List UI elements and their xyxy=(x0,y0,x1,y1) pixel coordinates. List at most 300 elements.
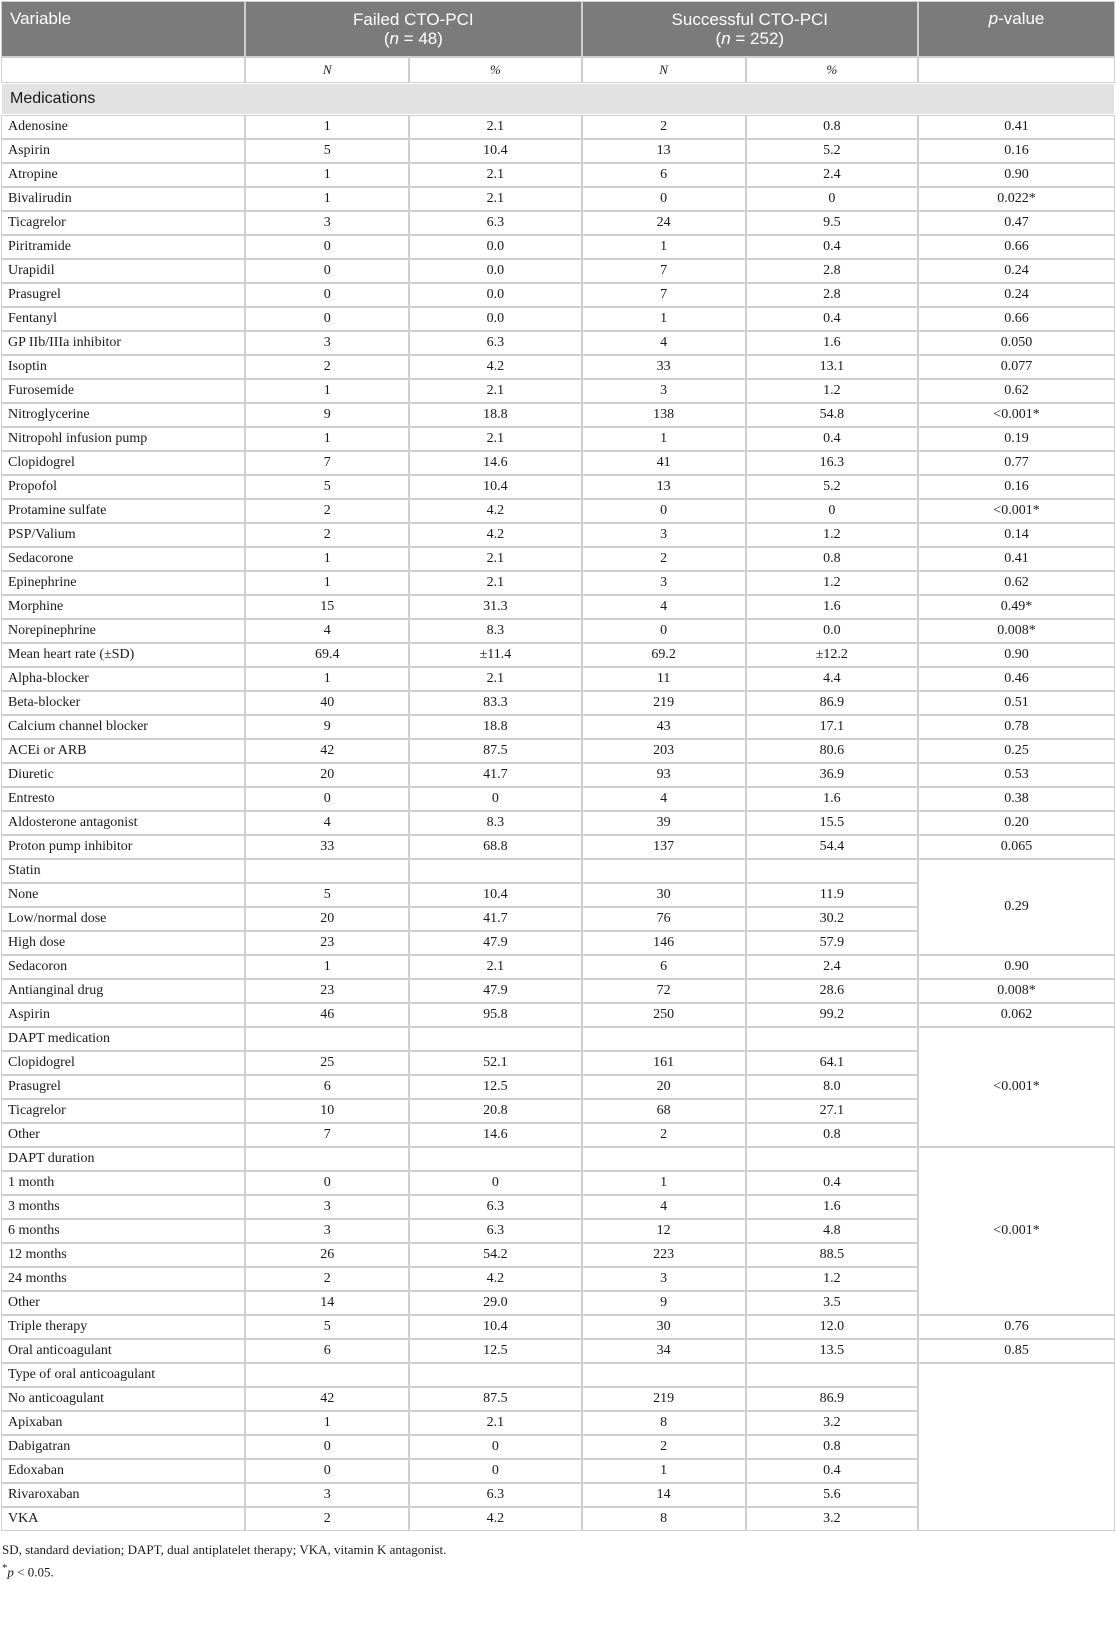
cell-success-pct: 11.9 xyxy=(747,884,917,906)
table-row xyxy=(2,692,1114,714)
cell-failed-n: 5 xyxy=(246,476,408,498)
cell-variable: Nitroglycerine xyxy=(2,404,244,426)
cell-failed-pct: 2.1 xyxy=(410,428,580,450)
cell-success-pct: 2.4 xyxy=(747,956,917,978)
cell-success-n: 7 xyxy=(583,260,745,282)
table-body xyxy=(2,58,1114,1530)
cell-success-n: 6 xyxy=(583,164,745,186)
cell-failed-n xyxy=(246,860,408,882)
cell-variable: No anticoagulant xyxy=(2,1388,244,1410)
cell-variable: Fentanyl xyxy=(2,308,244,330)
cell-failed-pct: 14.6 xyxy=(410,1124,580,1146)
cell-success-n: 8 xyxy=(583,1508,745,1530)
cell-failed-n: 14 xyxy=(246,1292,408,1314)
cell-success-pct: 0.8 xyxy=(747,548,917,570)
cell-success-pct: 5.2 xyxy=(747,476,917,498)
table-row xyxy=(2,428,1114,450)
cell-success-n: 223 xyxy=(583,1244,745,1266)
table-footnotes xyxy=(0,1532,1116,1581)
cell-success-n: 137 xyxy=(583,836,745,858)
cell-failed-pct: 0 xyxy=(410,788,580,810)
cell-failed-n xyxy=(246,1364,408,1386)
cell-p-value: 0.77 xyxy=(919,452,1114,474)
cell-success-pct: 3.5 xyxy=(747,1292,917,1314)
cell-variable: Rivaroxaban xyxy=(2,1484,244,1506)
cell-failed-n: 2 xyxy=(246,500,408,522)
table-row xyxy=(2,716,1114,738)
cell-variable: Aspirin xyxy=(2,1004,244,1026)
cell-success-pct: 0 xyxy=(747,500,917,522)
cell-failed-pct: 2.1 xyxy=(410,668,580,690)
cell-success-n: 2 xyxy=(583,548,745,570)
cell-success-n: 2 xyxy=(583,1436,745,1458)
cell-variable: Low/normal dose xyxy=(2,908,244,930)
table-row xyxy=(2,980,1114,1002)
cell-success-pct: 28.6 xyxy=(747,980,917,1002)
table-row xyxy=(2,644,1114,666)
cell-failed-n: 2 xyxy=(246,1508,408,1530)
cell-failed-n: 2 xyxy=(246,1268,408,1290)
cell-failed-pct: 12.5 xyxy=(410,1076,580,1098)
cell-failed-n: 1 xyxy=(246,668,408,690)
cell-success-pct: 1.2 xyxy=(747,524,917,546)
header-success-group xyxy=(583,2,917,56)
cell-success-pct: 1.6 xyxy=(747,788,917,810)
cell-p-value: 0.90 xyxy=(919,956,1114,978)
cell-variable: Aspirin xyxy=(2,140,244,162)
cell-failed-pct: 0.0 xyxy=(410,284,580,306)
cell-failed-pct: 2.1 xyxy=(410,572,580,594)
cell-failed-n: 33 xyxy=(246,836,408,858)
subheader-success-n: N xyxy=(583,58,745,82)
cell-success-n xyxy=(583,1028,745,1050)
cell-failed-n: 5 xyxy=(246,1316,408,1338)
table-row xyxy=(2,740,1114,762)
cell-p-value: <0.001* xyxy=(919,1028,1114,1146)
cell-success-pct: 1.2 xyxy=(747,572,917,594)
header-success-name: Successful CTO-PCI xyxy=(671,10,829,29)
cell-variable: Protamine sulfate xyxy=(2,500,244,522)
cell-success-n: 8 xyxy=(583,1412,745,1434)
cell-failed-n: 6 xyxy=(246,1340,408,1362)
cell-variable: High dose xyxy=(2,932,244,954)
cell-success-pct: 0.0 xyxy=(747,620,917,642)
cell-success-n: 41 xyxy=(583,452,745,474)
cell-variable: Urapidil xyxy=(2,260,244,282)
cell-failed-n: 15 xyxy=(246,596,408,618)
cell-success-pct xyxy=(747,860,917,882)
cell-success-n: 4 xyxy=(583,332,745,354)
header-pvalue: p-value xyxy=(919,2,1114,56)
cell-success-pct: 9.5 xyxy=(747,212,917,234)
cell-failed-n: 1 xyxy=(246,116,408,138)
cell-variable: Nitropohl infusion pump xyxy=(2,428,244,450)
cell-variable: None xyxy=(2,884,244,906)
cell-failed-pct: 18.8 xyxy=(410,404,580,426)
cell-failed-pct: 14.6 xyxy=(410,452,580,474)
subheader-success-pct: % xyxy=(747,58,917,82)
cell-p-value: 0.062 xyxy=(919,1004,1114,1026)
table-row xyxy=(2,1340,1114,1362)
cell-success-pct: 80.6 xyxy=(747,740,917,762)
cell-variable: DAPT medication xyxy=(2,1028,244,1050)
cell-variable: Triple therapy xyxy=(2,1316,244,1338)
cell-p-value: 0.29 xyxy=(919,860,1114,954)
footnote-significance: *p < 0.05. xyxy=(2,1562,54,1580)
cell-success-pct: 0.4 xyxy=(747,236,917,258)
cell-failed-n: 5 xyxy=(246,884,408,906)
cell-p-value: 0.85 xyxy=(919,1340,1114,1362)
cell-success-n: 138 xyxy=(583,404,745,426)
cell-failed-pct: 0 xyxy=(410,1172,580,1194)
table-row xyxy=(2,764,1114,786)
cell-success-n xyxy=(583,1148,745,1170)
cell-success-n: 93 xyxy=(583,764,745,786)
cell-failed-pct: 2.1 xyxy=(410,164,580,186)
cell-p-value: 0.022* xyxy=(919,188,1114,210)
cell-success-n: 39 xyxy=(583,812,745,834)
cell-success-n: 3 xyxy=(583,380,745,402)
header-failed-n: (n = 48) xyxy=(383,29,443,48)
header-failed-group xyxy=(246,2,580,56)
cell-success-n: 1 xyxy=(583,308,745,330)
cell-variable: Statin xyxy=(2,860,244,882)
cell-p-value: 0.38 xyxy=(919,788,1114,810)
cell-variable: Norepinephrine xyxy=(2,620,244,642)
cell-success-n: 3 xyxy=(583,524,745,546)
cell-variable: Dabigatran xyxy=(2,1436,244,1458)
cell-p-value: 0.46 xyxy=(919,668,1114,690)
subheader-pvalue-blank xyxy=(919,58,1114,82)
cell-failed-n xyxy=(246,1148,408,1170)
header-failed-name: Failed CTO-PCI xyxy=(353,10,474,29)
cell-success-n: 13 xyxy=(583,476,745,498)
table-row xyxy=(2,236,1114,258)
header-success-n: (n = 252) xyxy=(715,29,785,48)
cell-variable: Calcium channel blocker xyxy=(2,716,244,738)
cell-failed-pct: 0.0 xyxy=(410,236,580,258)
cell-p-value: 0.050 xyxy=(919,332,1114,354)
subheader-failed-n: N xyxy=(246,58,408,82)
cell-success-pct: 3.2 xyxy=(747,1412,917,1434)
cell-p-value: 0.76 xyxy=(919,1316,1114,1338)
cell-failed-pct: 10.4 xyxy=(410,1316,580,1338)
table-row xyxy=(2,668,1114,690)
cell-variable: 12 months xyxy=(2,1244,244,1266)
cell-success-pct: 0.8 xyxy=(747,1436,917,1458)
cell-success-n: 6 xyxy=(583,956,745,978)
table-row xyxy=(2,332,1114,354)
cell-failed-pct: 2.1 xyxy=(410,380,580,402)
table-row xyxy=(2,836,1114,858)
cell-p-value: 0.008* xyxy=(919,980,1114,1002)
cell-failed-pct: 54.2 xyxy=(410,1244,580,1266)
cell-failed-pct: 6.3 xyxy=(410,1484,580,1506)
cell-failed-n: 3 xyxy=(246,1484,408,1506)
cell-p-value: 0.62 xyxy=(919,380,1114,402)
table-row xyxy=(2,188,1114,210)
cell-variable: Epinephrine xyxy=(2,572,244,594)
cell-variable: 3 months xyxy=(2,1196,244,1218)
cell-success-n: 4 xyxy=(583,596,745,618)
cell-variable: Furosemide xyxy=(2,380,244,402)
cell-success-pct: 1.2 xyxy=(747,1268,917,1290)
cell-failed-pct: 83.3 xyxy=(410,692,580,714)
cell-failed-pct: 0.0 xyxy=(410,260,580,282)
cell-failed-pct: 2.1 xyxy=(410,956,580,978)
table-row xyxy=(2,1364,1114,1386)
cell-success-n: 3 xyxy=(583,572,745,594)
cell-variable: Adenosine xyxy=(2,116,244,138)
table-row xyxy=(2,356,1114,378)
cell-failed-pct: 10.4 xyxy=(410,140,580,162)
cell-success-pct: 2.8 xyxy=(747,284,917,306)
cell-failed-pct: 4.2 xyxy=(410,524,580,546)
cell-success-n: 1 xyxy=(583,1172,745,1194)
table-row xyxy=(2,548,1114,570)
cell-variable: Proton pump inhibitor xyxy=(2,836,244,858)
cell-failed-n: 0 xyxy=(246,1436,408,1458)
cell-success-n: 7 xyxy=(583,284,745,306)
cell-failed-pct: 4.2 xyxy=(410,356,580,378)
cell-p-value: 0.16 xyxy=(919,476,1114,498)
cell-failed-n: 3 xyxy=(246,1220,408,1242)
table-row xyxy=(2,596,1114,618)
cell-failed-pct: 95.8 xyxy=(410,1004,580,1026)
cell-p-value: 0.62 xyxy=(919,572,1114,594)
cell-success-pct: 0.4 xyxy=(747,308,917,330)
table-row xyxy=(2,116,1114,138)
table-row xyxy=(2,788,1114,810)
cell-success-n: 2 xyxy=(583,1124,745,1146)
cell-variable: Atropine xyxy=(2,164,244,186)
cell-failed-n: 4 xyxy=(246,620,408,642)
cell-p-value: 0.077 xyxy=(919,356,1114,378)
cell-success-pct: 0 xyxy=(747,188,917,210)
cell-success-n: 161 xyxy=(583,1052,745,1074)
cell-p-value: 0.24 xyxy=(919,260,1114,282)
cell-success-n: 4 xyxy=(583,788,745,810)
cell-variable: Type of oral anticoagulant xyxy=(2,1364,244,1386)
cell-failed-pct: 87.5 xyxy=(410,740,580,762)
cell-failed-pct: 6.3 xyxy=(410,1220,580,1242)
cell-p-value: 0.78 xyxy=(919,716,1114,738)
cell-failed-n: 1 xyxy=(246,548,408,570)
cell-failed-pct: 0 xyxy=(410,1436,580,1458)
cell-success-pct: 86.9 xyxy=(747,692,917,714)
table-row xyxy=(2,308,1114,330)
subheader-blank xyxy=(2,58,244,82)
cell-success-n: 0 xyxy=(583,500,745,522)
cell-success-n: 0 xyxy=(583,620,745,642)
table-header xyxy=(2,2,1114,56)
cell-success-pct: 54.8 xyxy=(747,404,917,426)
cell-p-value: 0.90 xyxy=(919,644,1114,666)
cell-p-value: 0.19 xyxy=(919,428,1114,450)
cell-p-value xyxy=(919,1364,1114,1530)
cell-success-pct xyxy=(747,1028,917,1050)
cell-failed-pct: 68.8 xyxy=(410,836,580,858)
cell-success-n: 4 xyxy=(583,1196,745,1218)
cell-success-n: 30 xyxy=(583,1316,745,1338)
cell-p-value: <0.001* xyxy=(919,404,1114,426)
cell-variable: Propofol xyxy=(2,476,244,498)
cell-success-pct: 30.2 xyxy=(747,908,917,930)
cell-variable: Ticagrelor xyxy=(2,212,244,234)
cell-failed-pct: 8.3 xyxy=(410,812,580,834)
cell-p-value: 0.41 xyxy=(919,116,1114,138)
cell-success-pct xyxy=(747,1148,917,1170)
cell-variable: Prasugrel xyxy=(2,284,244,306)
cell-p-value: 0.49* xyxy=(919,596,1114,618)
cell-failed-pct xyxy=(410,1148,580,1170)
cell-variable: VKA xyxy=(2,1508,244,1530)
table-row xyxy=(2,1148,1114,1170)
cell-failed-n: 10 xyxy=(246,1100,408,1122)
cell-variable: DAPT duration xyxy=(2,1148,244,1170)
cell-failed-pct xyxy=(410,1028,580,1050)
cell-success-n: 146 xyxy=(583,932,745,954)
cell-failed-pct: ±11.4 xyxy=(410,644,580,666)
cell-failed-pct: 2.1 xyxy=(410,188,580,210)
table-row xyxy=(2,524,1114,546)
cell-success-n: 13 xyxy=(583,140,745,162)
table-row xyxy=(2,380,1114,402)
cell-success-n: 0 xyxy=(583,188,745,210)
cell-failed-n: 69.4 xyxy=(246,644,408,666)
table-row xyxy=(2,572,1114,594)
cell-failed-pct: 12.5 xyxy=(410,1340,580,1362)
cell-failed-n: 2 xyxy=(246,524,408,546)
cell-p-value: 0.24 xyxy=(919,284,1114,306)
cell-success-pct: 0.4 xyxy=(747,428,917,450)
cell-failed-n: 3 xyxy=(246,1196,408,1218)
cell-variable: Piritramide xyxy=(2,236,244,258)
cell-success-pct: 15.5 xyxy=(747,812,917,834)
cell-success-pct: 17.1 xyxy=(747,716,917,738)
cell-success-n: 11 xyxy=(583,668,745,690)
cell-p-value: 0.47 xyxy=(919,212,1114,234)
table-row xyxy=(2,476,1114,498)
table-row xyxy=(2,956,1114,978)
cell-success-pct: 57.9 xyxy=(747,932,917,954)
cell-success-pct: 54.4 xyxy=(747,836,917,858)
cell-failed-n: 0 xyxy=(246,260,408,282)
cell-failed-n: 6 xyxy=(246,1076,408,1098)
cell-failed-pct xyxy=(410,860,580,882)
table-row xyxy=(2,1028,1114,1050)
cell-success-pct: 0.4 xyxy=(747,1460,917,1482)
cell-success-pct: 5.2 xyxy=(747,140,917,162)
cell-failed-pct: 2.1 xyxy=(410,548,580,570)
cell-p-value: 0.14 xyxy=(919,524,1114,546)
cell-failed-n: 26 xyxy=(246,1244,408,1266)
cell-success-pct: 8.0 xyxy=(747,1076,917,1098)
cell-variable: Ticagrelor xyxy=(2,1100,244,1122)
cell-success-n: 1 xyxy=(583,1460,745,1482)
cell-failed-n: 1 xyxy=(246,956,408,978)
cell-success-n: 9 xyxy=(583,1292,745,1314)
cell-failed-n: 25 xyxy=(246,1052,408,1074)
cell-failed-pct: 0 xyxy=(410,1460,580,1482)
cell-success-pct: 1.6 xyxy=(747,596,917,618)
cell-failed-pct: 0.0 xyxy=(410,308,580,330)
cell-failed-pct: 20.8 xyxy=(410,1100,580,1122)
table-row xyxy=(2,812,1114,834)
table-row xyxy=(2,620,1114,642)
cell-failed-n: 5 xyxy=(246,140,408,162)
cell-variable: Alpha-blocker xyxy=(2,668,244,690)
section-title: Medications xyxy=(2,84,1114,114)
cell-success-n: 30 xyxy=(583,884,745,906)
cell-p-value: <0.001* xyxy=(919,500,1114,522)
cell-failed-n: 0 xyxy=(246,308,408,330)
footnote-abbreviations: SD, standard deviation; DAPT, dual antiplatelet therapy; VKA, vitamin K antagonist. xyxy=(2,1542,447,1557)
cell-failed-pct: 52.1 xyxy=(410,1052,580,1074)
cell-failed-n: 0 xyxy=(246,1460,408,1482)
table-row xyxy=(2,860,1114,882)
cell-failed-pct: 41.7 xyxy=(410,764,580,786)
cell-failed-n: 1 xyxy=(246,188,408,210)
cell-variable: Isoptin xyxy=(2,356,244,378)
cell-failed-n: 23 xyxy=(246,980,408,1002)
cell-failed-n: 7 xyxy=(246,1124,408,1146)
cell-success-pct: 13.5 xyxy=(747,1340,917,1362)
cell-failed-n: 0 xyxy=(246,788,408,810)
cell-failed-n: 1 xyxy=(246,1412,408,1434)
cell-success-n: 12 xyxy=(583,1220,745,1242)
table-row xyxy=(2,1004,1114,1026)
cell-p-value: 0.66 xyxy=(919,308,1114,330)
cell-failed-pct: 41.7 xyxy=(410,908,580,930)
cell-failed-pct: 87.5 xyxy=(410,1388,580,1410)
cell-failed-n: 1 xyxy=(246,428,408,450)
cell-failed-pct: 4.2 xyxy=(410,1508,580,1530)
cell-p-value: 0.66 xyxy=(919,236,1114,258)
cell-variable: Aldosterone antagonist xyxy=(2,812,244,834)
table-row xyxy=(2,452,1114,474)
cell-p-value: 0.25 xyxy=(919,740,1114,762)
cell-success-n xyxy=(583,1364,745,1386)
cell-failed-pct: 8.3 xyxy=(410,620,580,642)
cell-success-pct: 64.1 xyxy=(747,1052,917,1074)
cell-success-pct: 16.3 xyxy=(747,452,917,474)
cell-variable: Apixaban xyxy=(2,1412,244,1434)
cell-failed-n: 9 xyxy=(246,404,408,426)
cell-failed-n: 20 xyxy=(246,908,408,930)
cell-p-value: 0.90 xyxy=(919,164,1114,186)
cell-variable: Oral anticoagulant xyxy=(2,1340,244,1362)
table-row xyxy=(2,260,1114,282)
cell-success-n: 1 xyxy=(583,428,745,450)
cell-failed-n: 2 xyxy=(246,356,408,378)
cell-success-n xyxy=(583,860,745,882)
cell-success-pct: 4.8 xyxy=(747,1220,917,1242)
cell-variable: Entresto xyxy=(2,788,244,810)
cell-variable: Clopidogrel xyxy=(2,452,244,474)
cell-failed-pct: 47.9 xyxy=(410,932,580,954)
cell-failed-n: 20 xyxy=(246,764,408,786)
cell-success-pct: 88.5 xyxy=(747,1244,917,1266)
cell-success-pct: 86.9 xyxy=(747,1388,917,1410)
cell-p-value: 0.41 xyxy=(919,548,1114,570)
cell-success-pct: 0.8 xyxy=(747,1124,917,1146)
cell-failed-pct: 6.3 xyxy=(410,332,580,354)
cell-failed-n: 3 xyxy=(246,212,408,234)
cell-success-pct xyxy=(747,1364,917,1386)
cell-variable: Diuretic xyxy=(2,764,244,786)
subheader-row xyxy=(2,58,1114,82)
